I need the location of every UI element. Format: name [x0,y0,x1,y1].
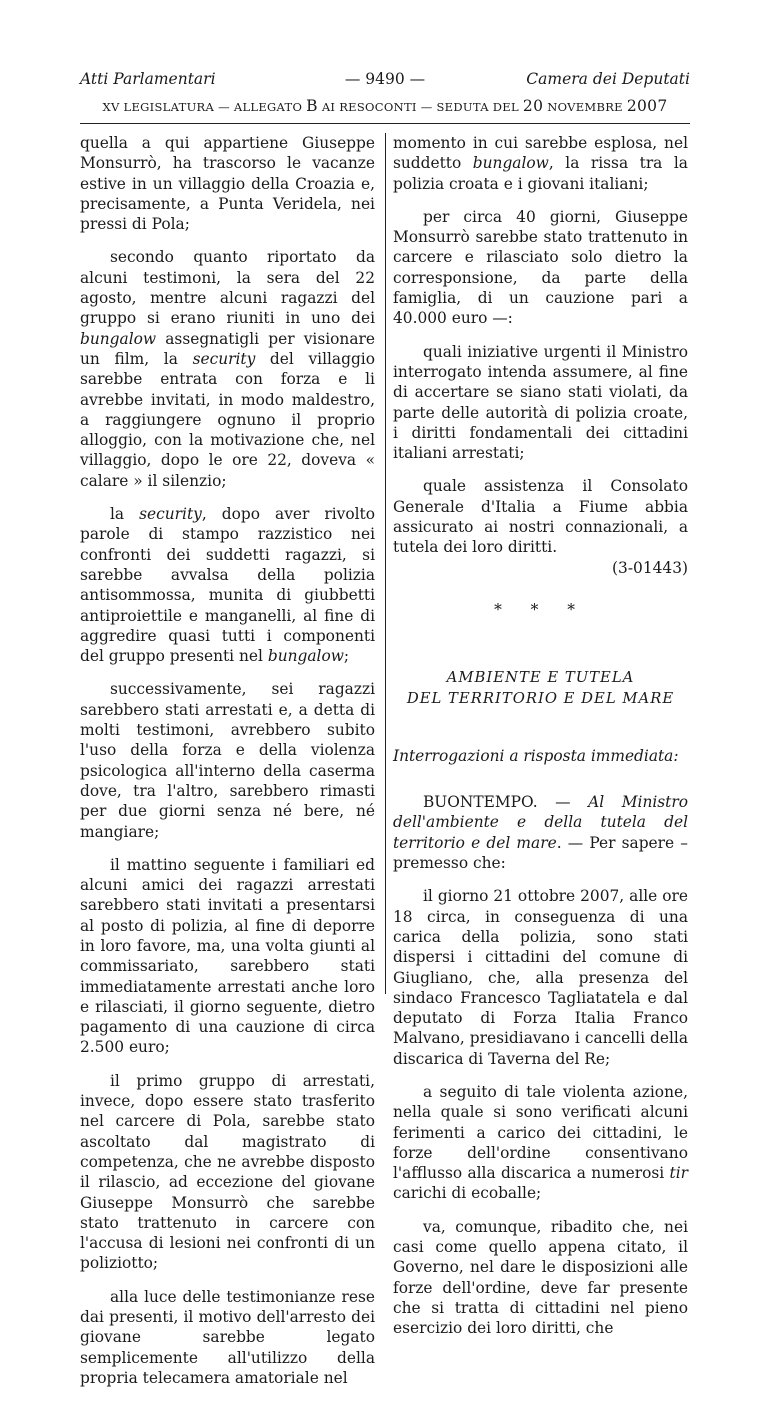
subtitle-part-b: B [306,97,318,115]
subtitle-part-c: AI RESOCONTI — SEDUTA DEL [321,100,519,114]
section-heading-line-2: DEL TERRITORIO E DEL MARE [406,689,675,707]
right-paragraph-2: per circa 40 giorni, Giuseppe Monsurrò sarebbe stato trattenuto in carcere e rilasciato solo dietro la corresponsione, da parte della famiglia, di un cauzione pari a 40.000 euro —: [393,207,688,328]
header-rule [80,123,690,124]
subtitle-day: 20 [522,97,544,115]
left-paragraph-3 [80,504,375,666]
right-paragraph-3: quali iniziative urgenti il Ministro interrogato intenda assumere, al fine di accertare se siano stati violati, da parte delle autorità di polizia croate, i diritti fondamentali dei cittadini italiani arrestati; [393,342,688,463]
text-run: , dopo aver rivolto parole di stampo razzistico nei confronti dei suddetti ragazzi, si sarebbe avvalsa della polizia antisommossa, munita di giubbetti antiproiettile e manganelli, al fine di aggredire quasi tutti i componenti del gruppo presenti nel [80,505,375,666]
italic-run: bungalow [267,647,344,666]
subtitle-month: NOVEMBRE [547,100,623,114]
left-paragraph-2 [80,247,375,491]
italic-run: bungalow [80,329,157,348]
section-heading-line-1: AMBIENTE E TUTELA [446,669,635,687]
subtitle-year: 2007 [626,97,668,115]
section-separator: * * * [494,600,587,619]
left-paragraph-5: il mattino seguente i familiari ed alcuni amici dei ragazzi arrestati sarebbero stati invitati a presentarsi al posto di polizia, al fine di deporre in loro favore, ma, una volta giunti al commissariato, sarebbero stati immediatamente arrestati anche loro e rilasciati, il giorno seguente, dietro pagamento di una cauzione di circa 2.500 euro; [80,855,375,1057]
column-divider [385,133,386,994]
left-paragraph-4: successivamente, sei ragazzi sarebbero stati arrestati e, a detta di molti testimoni, avrebbero subito l'uso della forza e della violenza psicologica all'interno della caserma dove, tra l'altro, sarebbero rimasti per due giorni senza né bere, né mangiare; [80,680,375,841]
text-run: carichi di ecoballe; [393,1184,542,1203]
question-reference: (3-01443) [612,558,688,577]
right-column [393,133,688,1352]
header-left: Atti Parlamentari [80,70,216,88]
left-paragraph-6: il primo gruppo di arrestati, invece, dopo essere stato trasferito nel carcere di Pola, sarebbe stato ascoltato dal magistrato di competenza, che ne avrebbe disposto il rilascio, ad eccezione del giovane Giuseppe Monsurrò che sarebbe stato trattenuto in carcere con l'accusa di lesioni nei confronti di un poliziotto; [80,1071,375,1273]
right-paragraph-5 [393,792,688,873]
right-paragraph-7 [393,1082,688,1204]
subtitle-part-a: XV LEGISLATURA — ALLEGATO [102,100,303,114]
text-run: del villaggio sarebbe entrata con forza e li avrebbe invitati, in modo maldestro, a raggiungere ognuno il proprio alloggio, con la motivazione che, nel villaggio, dopo le ore 22, doveva « calare » il silenzio; [80,349,375,490]
text-run: . — Per sapere – premesso che: [393,833,688,873]
header-right: Camera dei Deputati [526,70,690,88]
italic-run: bungalow [472,154,549,173]
text-run: secondo quanto riportato da alcuni testimoni, la sera del 22 agosto, mentre alcuni ragazzi del gruppo si erano riuniti in uno dei [80,248,375,328]
addressee: Al Ministro dell'ambiente e della tutela del territorio e del mare [393,793,688,852]
page-number: — 9490 — [344,70,426,88]
left-paragraph-7: alla luce delle testimonianze rese dai presenti, il motivo dell'arresto dei giovane sarebbe legato semplicemente all'utilizzo della propria telecamera amatoriale nel [80,1287,375,1387]
text-run: ; [343,647,350,666]
text-run: , la rissa tra la polizia croata e i giovani italiani; [393,154,688,193]
italic-run: security [139,505,202,524]
text-run: a seguito di tale violenta azione, nella quale si sono verificati alcuni ferimenti a carico dei cittadini, le forze dell'ordine consentivano l'afflusso alla discarica a numerosi [393,1082,688,1183]
italic-run: security [192,349,256,368]
author-name: BUONTEMPO. — [423,793,571,812]
right-paragraph-6: il giorno 21 ottobre 2007, alle ore 18 circa, in conseguenza di una carica della polizia, sono stati dispersi i cittadini del comune di Giugliano, che, alla presenza del sindaco Francesco Tagliatatela e dal deputato di Forza Italia Franco Malvano, presidiavano i cancelli della discarica di Taverna del Re; [393,887,688,1068]
section-heading [393,668,688,709]
text-run: la [110,505,125,524]
subsection-label: Interrogazioni a risposta immediata: [393,746,679,765]
right-paragraph-1 [393,133,688,194]
header-subtitle [80,97,690,115]
right-paragraph-8: va, comunque, ribadito che, nei casi come quello appena citato, il Governo, nel dare le disposizioni alle forze dell'ordine, deve far presente che si tratta di cittadini nel pieno esercizio dei loro diritti, che [393,1217,688,1338]
text-run: momento in cui sarebbe esplosa, nel suddetto [393,134,688,173]
right-paragraph-4 [393,476,688,577]
italic-run: tir [669,1164,688,1183]
text-run: quale assistenza il Consolato Generale d'Italia a Fiume abbia assicurato ai nostri connazionali, a tutela dei loro diritti. [393,477,688,557]
page-header [80,70,690,96]
left-column [80,133,375,1401]
text-run: assegnatigli per visionare un film, la [80,329,375,368]
left-paragraph-1: quella a qui appartiene Giuseppe Monsurrò, ha trascorso le vacanze estive in un villaggio della Croazia e, precisamente, a Punta Veridela, nei pressi di Pola; [80,134,375,234]
